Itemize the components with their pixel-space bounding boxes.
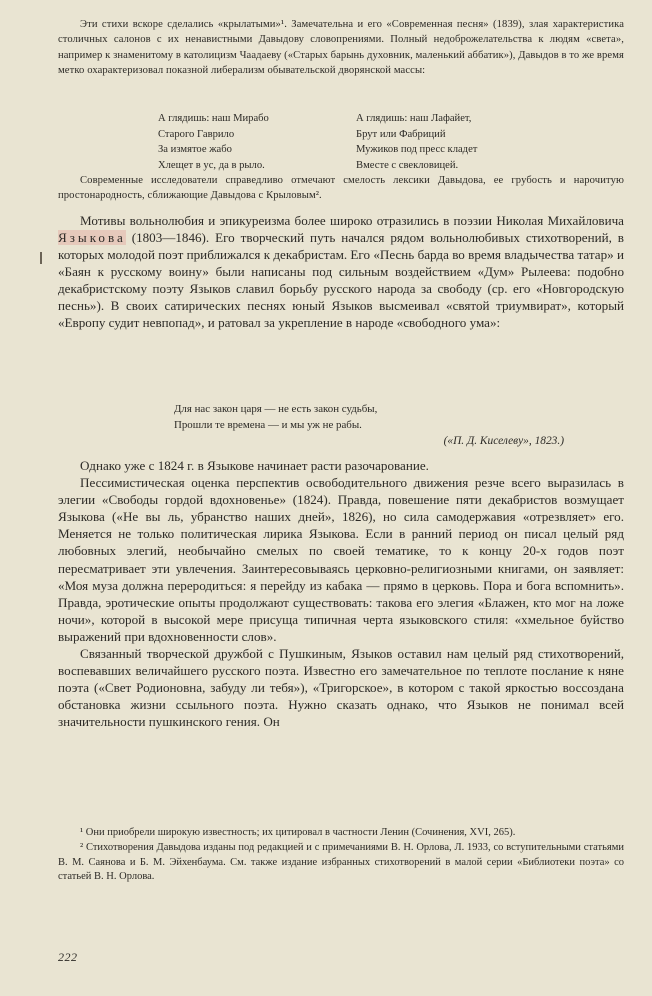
poem-left: Хлещет в ус, да в рыло. <box>158 159 265 171</box>
poem-right: Мужиков под пресс кладет <box>356 144 478 156</box>
poem-left: Старого Гаврило <box>158 128 235 140</box>
verse-line: Для нас закон царя — не есть закон судьбы, <box>174 403 378 415</box>
mid-paragraph <box>58 173 624 204</box>
poem-line <box>158 158 628 174</box>
poem-left: А глядишь: наш Мирабо <box>158 113 269 124</box>
verse-line: Прошли те времена — и мы уж не рабы. <box>174 419 362 431</box>
intro-paragraph <box>58 17 624 79</box>
yazykov-paragraph <box>58 212 624 331</box>
paragraph: Однако уже с 1824 г. в Языкове начинает расти разочарование. <box>80 458 429 473</box>
verse-source: («П. Д. Киселеву», 1823.) <box>443 435 564 447</box>
poem-line <box>158 142 628 158</box>
para1-text-b: (1803—1846). Его творческий путь начался рядом вольнолюбивых стихотворений, в которых молодой поэт приближался к декабристам. Его «Песнь барда во время владычества татар» и «Баян к русскому воину» были написаны под сильным воздействием «Дум» Рылеева: подобно декабристскому поэту Языков славил борьбу русского народа за свободу (ср. его «Новгородскую песнь»). В своих сатирических песнях юный Языков высмеивал «святой триумвират», который «Европу судит невпопад», и ратовал за укрепление в народе «свободного ума»: <box>58 230 624 331</box>
paragraph: Пессимистическая оценка перспектив освободительного движения резче всего выразилась в элегии «Свободы гордой вдохновенье» (1824). Правда, повешение пяти декабристов возмущает Языкова («Не вы ль, убранство наших дней», 1826), но сила самодержавия «отрезвляет» его. Меняется не только политическая лирика Языкова. Если в ранний период он писал целый ряд любовных элегий, необычайно смелых по своей тематике, то к концу 20-х годов поэт пересматривает эти увлечения. Заинтересовываясь церковно-религиозными книгами, он заявляет: «Моя муза должна переродиться: я перейду из кабака — прямо в церковь. Пора и бога вспомнить». Правда, эротические опыты продолжают существовать: такова его элегия «Блажен, кто мог на ложе ночи», которой в высокой мере присуща типичная черта языковского стиля: «хмельное буйство выражений при вдохновенности слов». <box>58 475 624 644</box>
poem-right: А глядишь: наш Лафайет, <box>356 113 472 124</box>
yazykov-verse <box>174 401 564 449</box>
footnote: ¹ Они приобрели широкую известность; их цитировал в частности Ленин (Сочинения, XVI, 265). <box>80 827 516 838</box>
intro-text: Эти стихи вскоре сделались «крылатыми»¹. Замечательна и его «Современная песня» (1839), злая характеристика столичных салонов с их ненавистными Давыдову словопрениями. Полный недоброжелательства к людям «света», например к знаменитому в католицизм Чаадаеву («Старых барынь духовник, маленький аббатик»), Давыдов в то же время метко охарактеризовал показной либерализм обывательской дворянской массы: <box>58 19 624 77</box>
mid-text: Современные исследователи справедливо отмечают смелость лексики Давыдова, ее грубость и нарочитую простонародность, сближающие Давыдова с Крыловым². <box>58 175 624 202</box>
main-section-1 <box>58 212 624 331</box>
margin-mark <box>40 252 42 264</box>
poem-left: За измятое жабо <box>158 144 232 156</box>
paragraph: Связанный творческой дружбой с Пушкиным, Языков оставил нам целый ряд стихотворений, воспевавших величайшего русского поэта. Известно его замечательное по теплоте послание к няне поэта («Свет Родионовна, забуду ли тебя»), «Тригорское», в котором с такой яркостью воссоздана обстановка жизни ссыльного поэта. Нужно сказать однако, что Языков не понимал всей значительности пушкинского гения. Он <box>58 646 624 730</box>
footnotes <box>58 826 624 885</box>
davydov-poem <box>158 111 628 173</box>
footnote: ² Стихотворения Давыдова изданы под редакцией и с примечаниями В. Н. Орлова, Л. 1933, со вступительными статьями В. М. Саянова и Б. М. Эйхенбаума. См. также издание избранных стихотворений в малой серии «Библиотеки поэта» со статьей В. Н. Орлова. <box>58 841 624 883</box>
main-section-2 <box>58 457 624 731</box>
poem-line <box>158 127 628 143</box>
poem-right: Брут или Фабриций <box>356 128 446 140</box>
poem-right: Вместе с свекловицей. <box>356 159 459 171</box>
page-number: 222 <box>58 950 78 964</box>
author-name: Языкова <box>58 230 126 246</box>
poem-line <box>158 111 628 127</box>
para1-text-a: Мотивы вольнолюбия и эпикуреизма более широко отразились в поэзии Николая Михайловича <box>80 213 624 228</box>
